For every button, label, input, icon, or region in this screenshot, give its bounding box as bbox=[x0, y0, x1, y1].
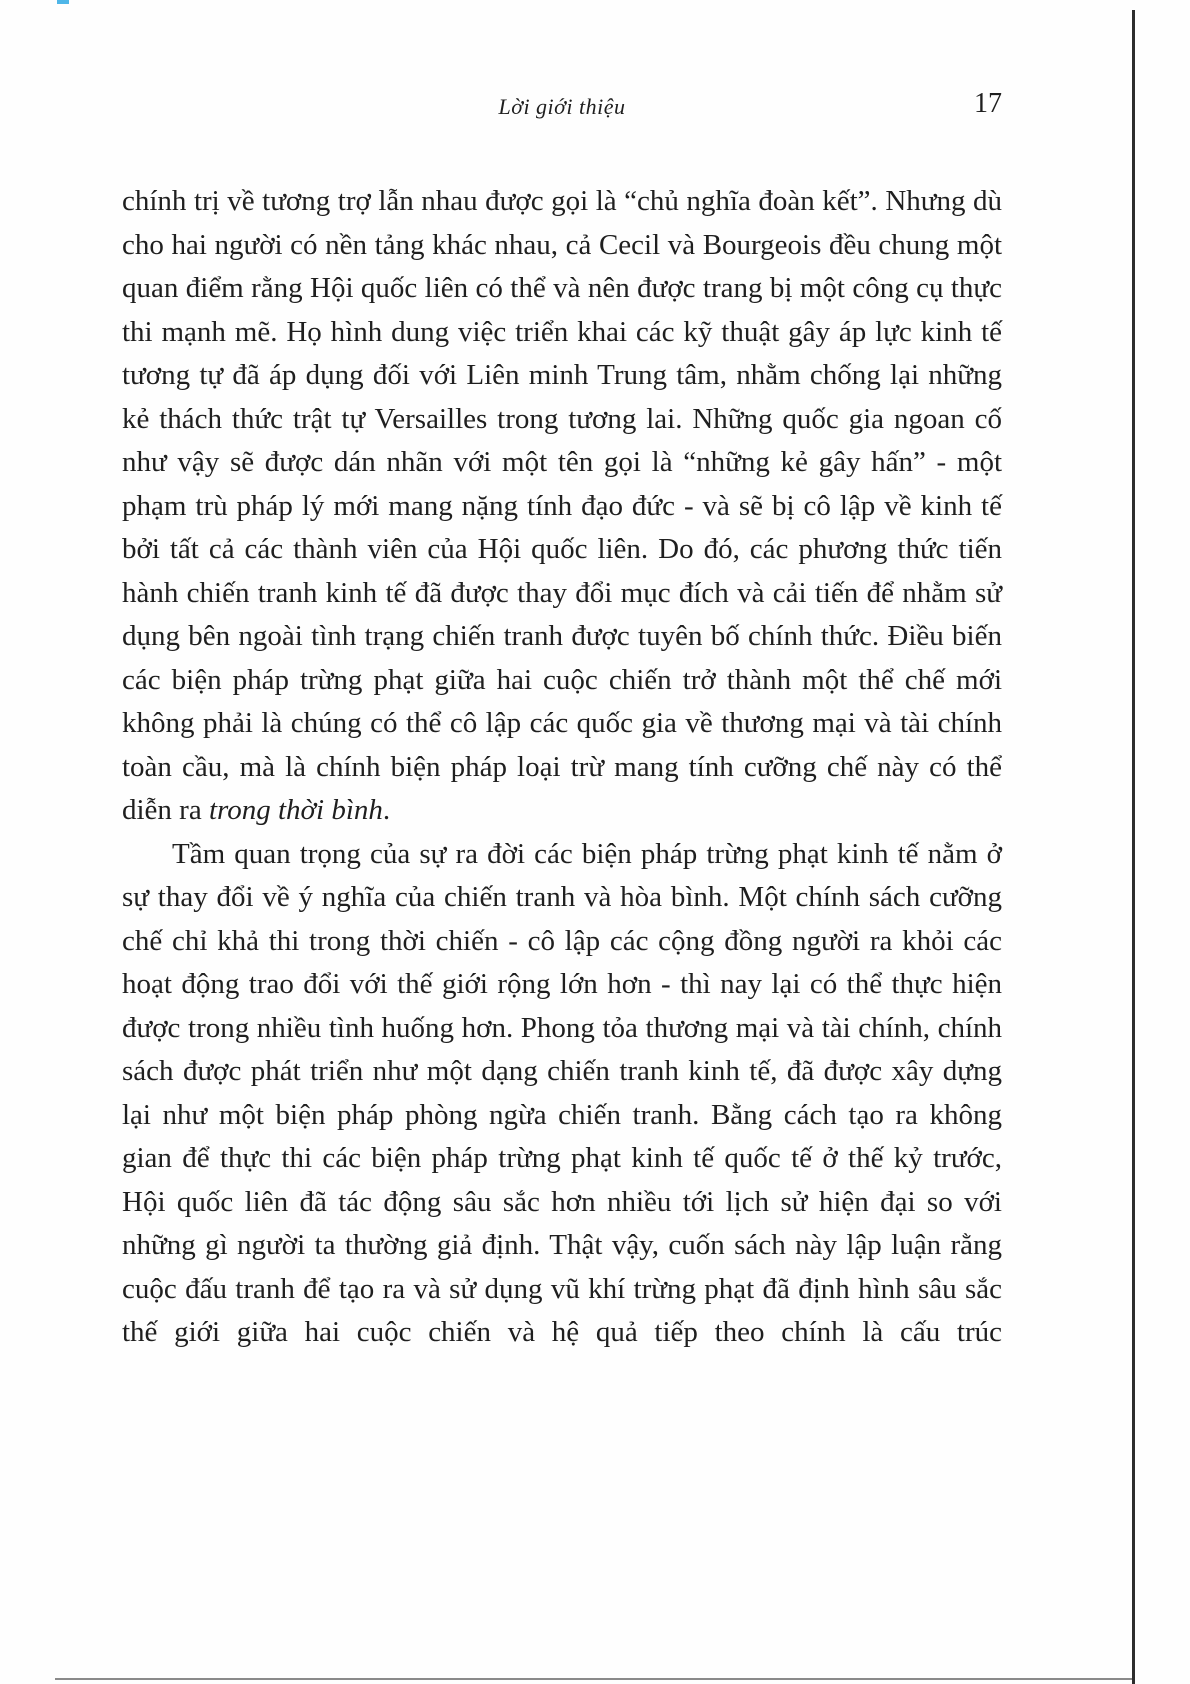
running-title: Lời giới thiệu bbox=[498, 94, 626, 119]
paragraph-2: Tầm quan trọng của sự ra đời các biện pháp trừng phạt kinh tế nằm ở sự thay đổi về ý nghĩa của chiến tranh và hòa bình. Một chính sách cưỡng chế chỉ khả thi trong thời chiến - cô lập các cộng đồng người ra khỏi các hoạt động trao đổi với thế giới rộng lớn hơn - thì nay lại có thể thực hiện được trong nhiều tình huống hơn. Phong tỏa thương mại và tài chính, chính sách được phát triển như một dạng chiến tranh kinh tế, đã được xây dựng lại như một biện pháp phòng ngừa chiến tranh. Bằng cách tạo ra không gian để thực thi các biện pháp trừng phạt kinh tế quốc tế ở thế kỷ trước, Hội quốc liên đã tác động sâu sắc hơn nhiều tới lịch sử hiện đại so với những gì người ta thường giả định. Thật vậy, cuốn sách này lập luận rằng cuộc đấu tranh để tạo ra và sử dụng vũ khí trừng phạt đã định hình sâu sắc thế giới giữa hai cuộc chiến và hệ quả tiếp theo chính là cấu trúc bbox=[122, 837, 1002, 1348]
paragraph-1-italic-phrase: trong thời bình bbox=[208, 794, 383, 826]
body-text bbox=[122, 180, 1002, 1355]
paragraph-1-text: chính trị về tương trợ lẫn nhau được gọi là “chủ nghĩa đoàn kết”. Nhưng dù cho hai người có nền tảng khác nhau, cả Cecil và Bourgeois đều chung một quan điểm rằng Hội quốc liên có thể và nên được trang bị một công cụ thực thi mạnh mẽ. Họ hình dung việc triển khai các kỹ thuật gây áp lực kinh tế tương tự đã áp dụng đối với Liên minh Trung tâm, nhằm chống lại những kẻ thách thức trật tự Versailles trong tương lai. Những quốc gia ngoan cố như vậy sẽ được dán nhãn với một tên gọi là “những kẻ gây hấn” - một phạm trù pháp lý mới mang nặng tính đạo đức - và sẽ bị cô lập về kinh tế bởi tất cả các thành viên của Hội quốc liên. Do đó, các phương thức tiến hành chiến tranh kinh tế đã được thay đổi mục đích và cải tiến để nhằm sử dụng bên ngoài tình trạng chiến tranh được tuyên bố chính thức. Điều biến các biện pháp trừng phạt giữa hai cuộc chiến trở thành một thể chế mới không phải là chúng có thể cô lập các quốc gia về thương mại và tài chính toàn cầu, mà là chính biện pháp loại trừ mang tính cưỡng chế này có thể diễn ra bbox=[122, 185, 1002, 826]
scan-corner-mark bbox=[57, 0, 69, 4]
paragraph-1-end: . bbox=[382, 794, 391, 826]
page-bottom-edge bbox=[55, 1678, 1132, 1680]
page-right-edge bbox=[1132, 10, 1135, 1684]
paragraph-1 bbox=[122, 180, 1002, 833]
page-number: 17 bbox=[974, 88, 1002, 119]
running-header bbox=[122, 88, 1002, 128]
